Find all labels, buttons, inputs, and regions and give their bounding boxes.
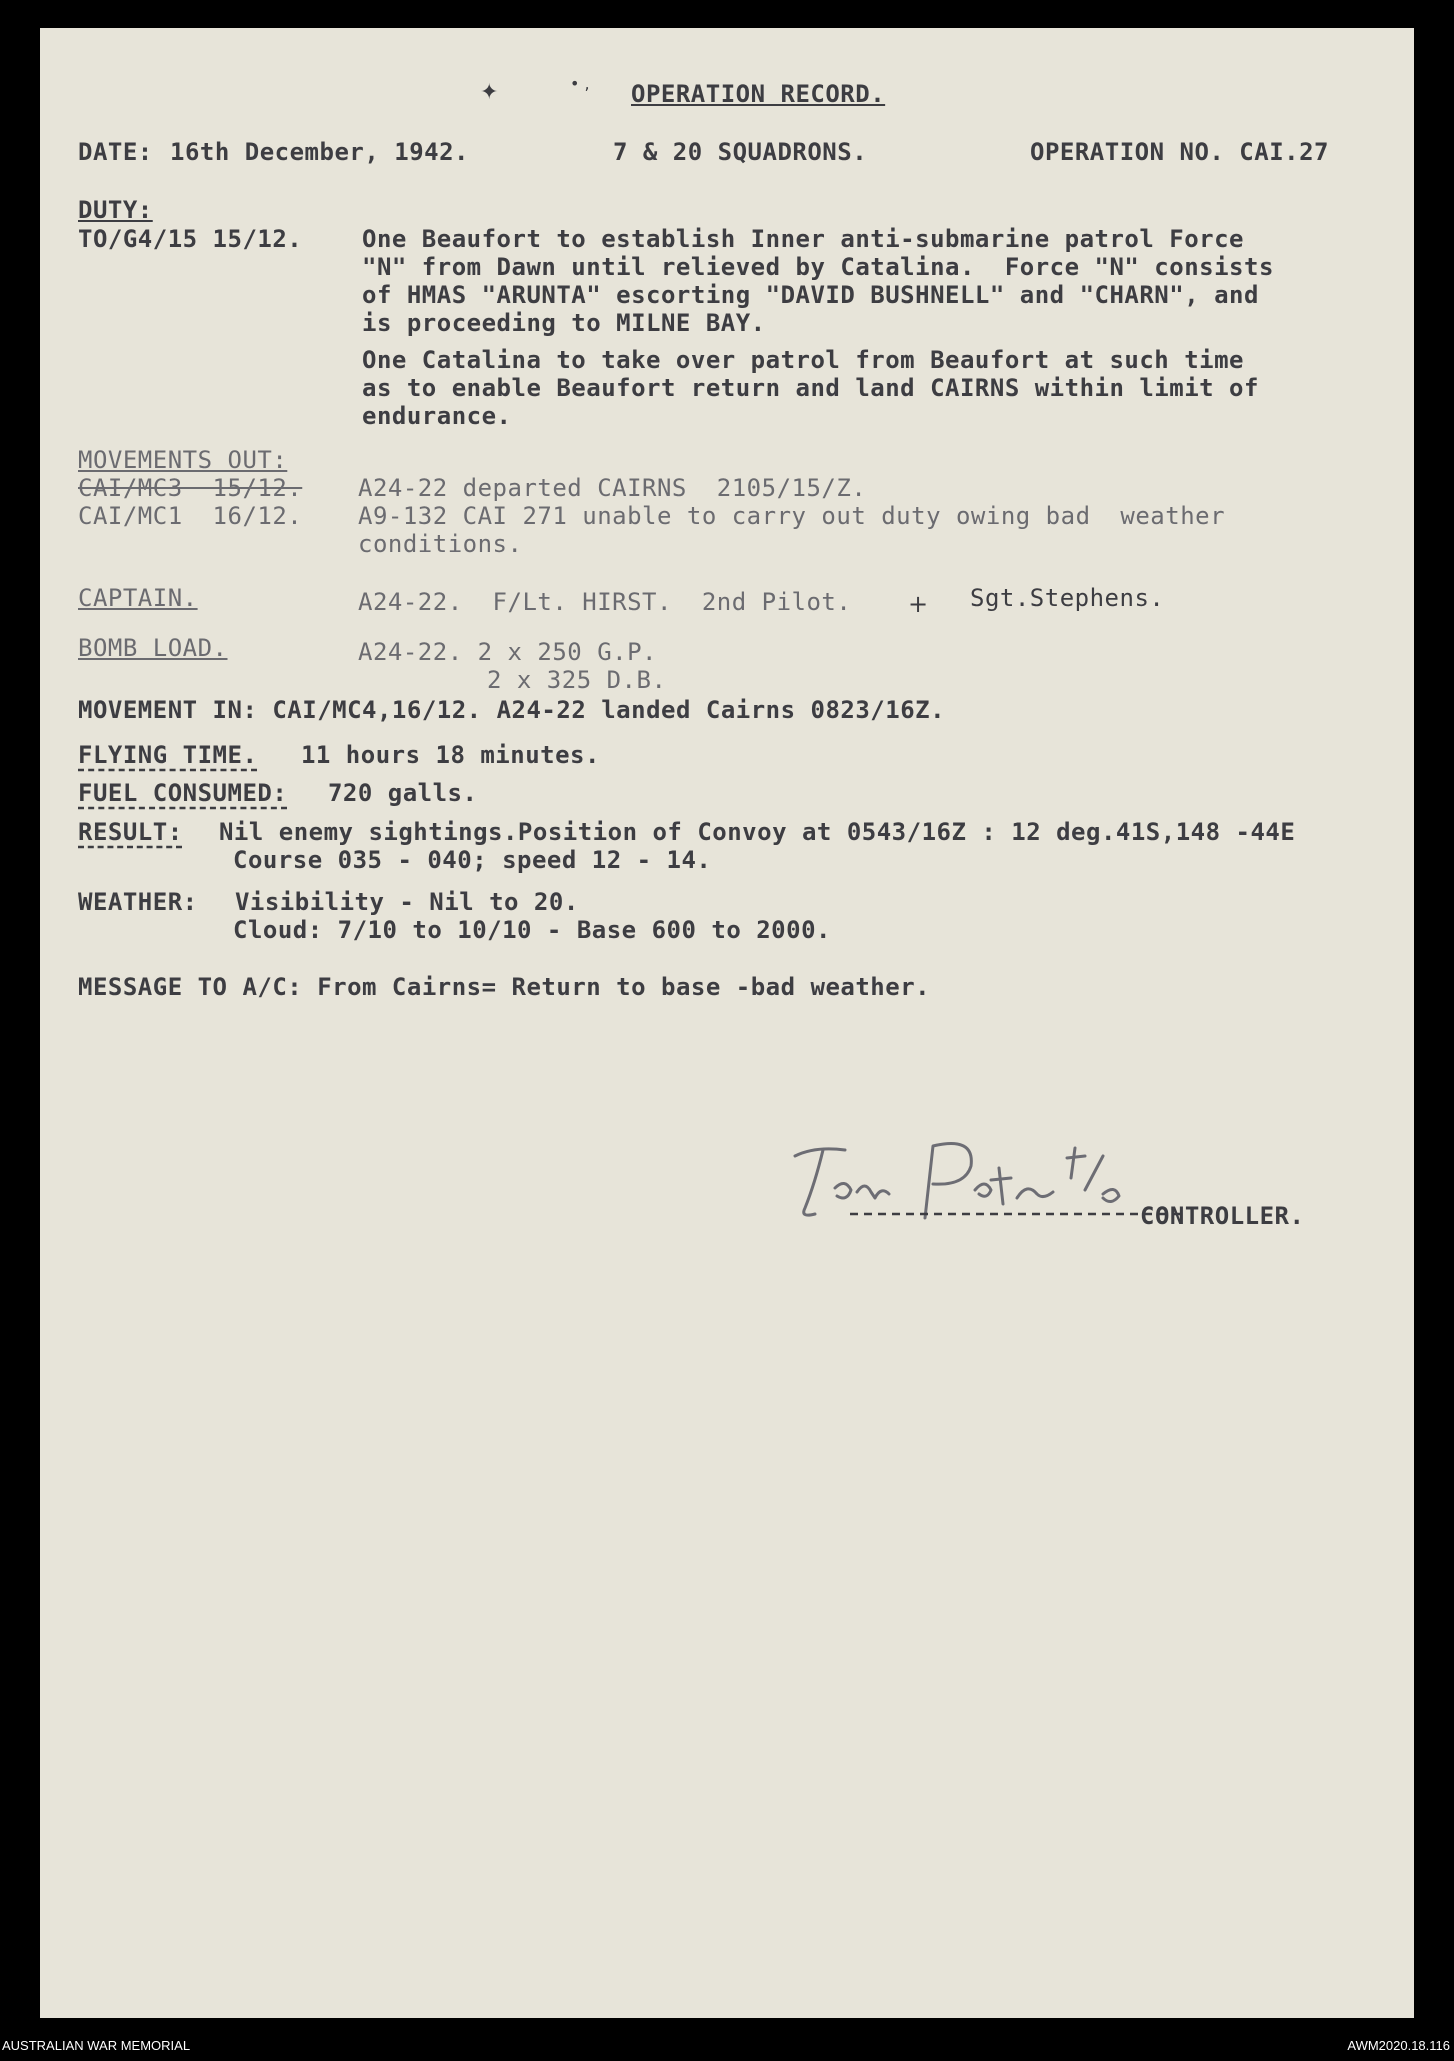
duty-label: DUTY: — [78, 196, 153, 224]
footer-source: AUSTRALIAN WAR MEMORIAL — [2, 2038, 191, 2053]
fuel-consumed-label: FUEL CONSUMED: — [78, 779, 288, 807]
document-page — [40, 28, 1414, 2018]
weather-line-2: Cloud: 7/10 to 10/10 - Base 600 to 2000. — [233, 916, 831, 944]
duty-line-6: as to enable Beaufort return and land CAIRNS within limit of — [362, 374, 1259, 402]
date-value: 16th December, 1942. — [170, 138, 469, 166]
flying-time-label: FLYING TIME. — [78, 741, 258, 769]
duty-line-4: is proceeding to MILNE BAY. — [362, 309, 766, 337]
result-line-2: Course 035 - 040; speed 12 - 14. — [233, 846, 712, 874]
duty-reference: TO/G4/15 15/12. — [78, 225, 303, 253]
movements-out-label: MOVEMENTS OUT: — [78, 446, 288, 474]
operation-number: OPERATION NO. CAI.27 — [1030, 138, 1329, 166]
date-label: DATE: — [78, 138, 153, 166]
controller-label: CONTROLLER. — [1140, 1202, 1305, 1230]
squadrons: 7 & 20 SQUADRONS. — [613, 138, 868, 166]
duty-line-7: endurance. — [362, 402, 512, 430]
movement-out-ref-2: CAI/MC1 16/12. — [78, 502, 303, 530]
movement-in: MOVEMENT IN: CAI/MC4,16/12. A24-22 landed Cairns 0823/16Z. — [78, 696, 946, 724]
ink-mark: • , — [570, 74, 590, 93]
weather-line-1: Visibility - Nil to 20. — [220, 888, 579, 916]
duty-line-1: One Beaufort to establish Inner anti-submarine patrol Force — [362, 225, 1245, 253]
flying-time-value: 11 hours 18 minutes. — [286, 741, 600, 769]
duty-line-2: "N" from Dawn until relieved by Catalina. Force "N" consists — [362, 253, 1274, 281]
result-line-1: Nil enemy sightings.Position of Convoy at 0543/16Z : 12 deg.41S,148 -44E — [204, 818, 1296, 846]
movement-out-text-2a: A9-132 CAI 271 unable to carry out duty owing bad weather — [358, 502, 1226, 530]
footer-accession-number: AWM2020.18.116 — [1347, 2038, 1450, 2053]
bomb-load-line-2: 2 x 325 D.B. — [487, 666, 667, 694]
bomb-load-line-1: A24-22. 2 x 250 G.P. — [358, 638, 657, 666]
captain-text: A24-22. F/Lt. HIRST. 2nd Pilot. — [358, 588, 852, 616]
document-title: OPERATION RECORD. — [631, 80, 886, 108]
movement-out-text-1: A24-22 departed CAIRNS 2105/15/Z. — [358, 474, 867, 502]
message-to-aircraft: MESSAGE TO A/C: From Cairns= Return to base -bad weather. — [78, 973, 931, 1001]
fuel-consumed-value: 720 galls. — [313, 779, 478, 807]
ink-mark: ✦ — [480, 80, 499, 105]
plus-mark: + — [908, 590, 929, 618]
handwritten-signature — [785, 1128, 1185, 1238]
captain-label: CAPTAIN. — [78, 584, 198, 612]
second-pilot: Sgt.Stephens. — [970, 584, 1165, 612]
duty-line-5: One Catalina to take over patrol from Beaufort at such time — [362, 346, 1245, 374]
duty-line-3: of HMAS "ARUNTA" escorting "DAVID BUSHNELL" and "CHARN", and — [362, 281, 1259, 309]
movement-out-text-2b: conditions. — [358, 530, 523, 558]
bomb-load-label: BOMB LOAD. — [78, 634, 228, 662]
movement-out-ref-1: CAI/MC3 15/12. — [78, 474, 303, 502]
result-label: RESULT: — [78, 818, 183, 846]
weather-label: WEATHER: — [78, 888, 198, 916]
